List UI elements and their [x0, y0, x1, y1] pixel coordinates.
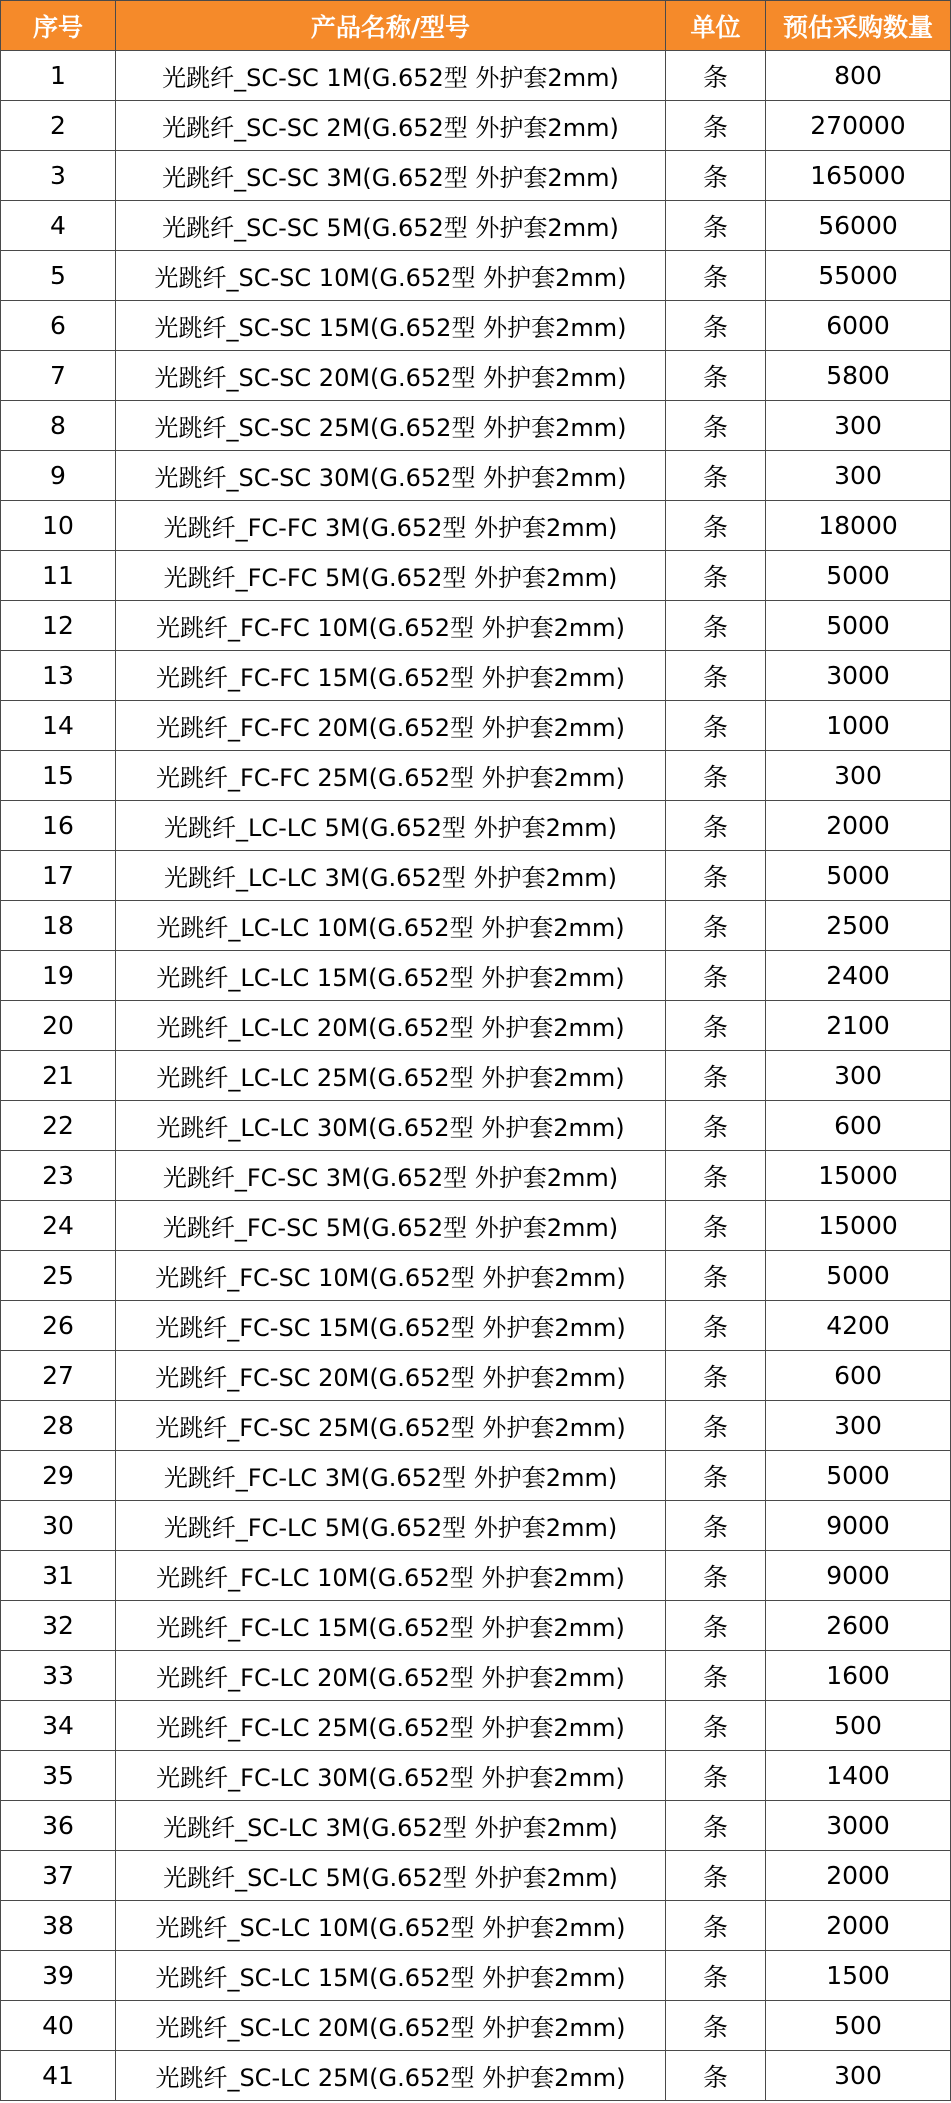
cell-unit: 条 — [666, 1051, 766, 1101]
cell-quantity: 55000 — [766, 251, 951, 301]
cell-index: 4 — [1, 201, 116, 251]
cell-index: 34 — [1, 1701, 116, 1751]
cell-index: 27 — [1, 1351, 116, 1401]
cell-index: 17 — [1, 851, 116, 901]
cell-quantity: 4200 — [766, 1301, 951, 1351]
cell-quantity: 1600 — [766, 1651, 951, 1701]
cell-product-name: 光跳纤_FC-SC 3M(G.652型 外护套2mm) — [116, 1151, 666, 1201]
cell-unit: 条 — [666, 1451, 766, 1501]
table-row — [1, 1201, 951, 1251]
cell-product-name: 光跳纤_LC-LC 30M(G.652型 外护套2mm) — [116, 1101, 666, 1151]
cell-quantity: 800 — [766, 51, 951, 101]
cell-quantity: 1000 — [766, 701, 951, 751]
cell-product-name: 光跳纤_FC-LC 20M(G.652型 外护套2mm) — [116, 1651, 666, 1701]
table-row — [1, 201, 951, 251]
cell-index: 33 — [1, 1651, 116, 1701]
table-body — [1, 51, 951, 2101]
cell-index: 12 — [1, 601, 116, 651]
table-row — [1, 1451, 951, 1501]
table-row — [1, 151, 951, 201]
cell-product-name: 光跳纤_FC-FC 15M(G.652型 外护套2mm) — [116, 651, 666, 701]
header-name: 产品名称/型号 — [116, 1, 666, 51]
cell-unit: 条 — [666, 51, 766, 101]
cell-product-name: 光跳纤_SC-SC 5M(G.652型 外护套2mm) — [116, 201, 666, 251]
table-row — [1, 101, 951, 151]
cell-unit: 条 — [666, 501, 766, 551]
table-row — [1, 1851, 951, 1901]
cell-unit: 条 — [666, 451, 766, 501]
table-row — [1, 1351, 951, 1401]
table-row — [1, 451, 951, 501]
cell-quantity: 2400 — [766, 951, 951, 1001]
cell-index: 1 — [1, 51, 116, 101]
table-row — [1, 1801, 951, 1851]
cell-index: 37 — [1, 1851, 116, 1901]
cell-unit: 条 — [666, 1301, 766, 1351]
table-row — [1, 1701, 951, 1751]
cell-index: 20 — [1, 1001, 116, 1051]
cell-product-name: 光跳纤_FC-SC 10M(G.652型 外护套2mm) — [116, 1251, 666, 1301]
cell-product-name: 光跳纤_SC-LC 25M(G.652型 外护套2mm) — [116, 2051, 666, 2101]
cell-quantity: 300 — [766, 451, 951, 501]
header-index: 序号 — [1, 1, 116, 51]
table-row — [1, 951, 951, 1001]
cell-index: 11 — [1, 551, 116, 601]
cell-product-name: 光跳纤_FC-FC 25M(G.652型 外护套2mm) — [116, 751, 666, 801]
table-row — [1, 401, 951, 451]
cell-product-name: 光跳纤_FC-SC 20M(G.652型 外护套2mm) — [116, 1351, 666, 1401]
table-row — [1, 1951, 951, 2001]
table-row — [1, 51, 951, 101]
table-row — [1, 601, 951, 651]
cell-unit: 条 — [666, 1701, 766, 1751]
table-row — [1, 2051, 951, 2101]
cell-product-name: 光跳纤_LC-LC 25M(G.652型 外护套2mm) — [116, 1051, 666, 1101]
table-row — [1, 251, 951, 301]
cell-product-name: 光跳纤_SC-SC 3M(G.652型 外护套2mm) — [116, 151, 666, 201]
table-row — [1, 1901, 951, 1951]
table-row — [1, 1101, 951, 1151]
table-row — [1, 1051, 951, 1101]
cell-index: 25 — [1, 1251, 116, 1301]
cell-index: 9 — [1, 451, 116, 501]
cell-index: 3 — [1, 151, 116, 201]
table-row — [1, 1251, 951, 1301]
header-quantity: 预估采购数量 — [766, 1, 951, 51]
cell-quantity: 5000 — [766, 551, 951, 601]
cell-index: 41 — [1, 2051, 116, 2101]
cell-quantity: 5800 — [766, 351, 951, 401]
cell-unit: 条 — [666, 2051, 766, 2101]
cell-quantity: 300 — [766, 751, 951, 801]
cell-unit: 条 — [666, 351, 766, 401]
cell-unit: 条 — [666, 1901, 766, 1951]
cell-quantity: 5000 — [766, 1251, 951, 1301]
table-row — [1, 1001, 951, 1051]
cell-quantity: 9000 — [766, 1501, 951, 1551]
cell-quantity: 2100 — [766, 1001, 951, 1051]
table-row — [1, 851, 951, 901]
cell-index: 32 — [1, 1601, 116, 1651]
table-row — [1, 1401, 951, 1451]
cell-index: 7 — [1, 351, 116, 401]
cell-unit: 条 — [666, 1201, 766, 1251]
cell-product-name: 光跳纤_SC-SC 10M(G.652型 外护套2mm) — [116, 251, 666, 301]
cell-unit: 条 — [666, 1001, 766, 1051]
cell-index: 5 — [1, 251, 116, 301]
table-row — [1, 1151, 951, 1201]
cell-index: 28 — [1, 1401, 116, 1451]
table-row — [1, 301, 951, 351]
cell-index: 8 — [1, 401, 116, 451]
cell-unit: 条 — [666, 851, 766, 901]
cell-product-name: 光跳纤_LC-LC 5M(G.652型 外护套2mm) — [116, 801, 666, 851]
cell-quantity: 2600 — [766, 1601, 951, 1651]
cell-product-name: 光跳纤_SC-LC 20M(G.652型 外护套2mm) — [116, 2001, 666, 2051]
cell-index: 35 — [1, 1751, 116, 1801]
cell-quantity: 165000 — [766, 151, 951, 201]
cell-quantity: 3000 — [766, 651, 951, 701]
cell-quantity: 2000 — [766, 1901, 951, 1951]
table-row — [1, 751, 951, 801]
cell-quantity: 18000 — [766, 501, 951, 551]
cell-product-name: 光跳纤_FC-FC 20M(G.652型 外护套2mm) — [116, 701, 666, 751]
cell-unit: 条 — [666, 1951, 766, 2001]
table-row — [1, 1551, 951, 1601]
cell-unit: 条 — [666, 951, 766, 1001]
cell-unit: 条 — [666, 1501, 766, 1551]
cell-index: 10 — [1, 501, 116, 551]
cell-unit: 条 — [666, 1801, 766, 1851]
cell-quantity: 300 — [766, 401, 951, 451]
table-row — [1, 901, 951, 951]
cell-quantity: 300 — [766, 2051, 951, 2101]
table-header — [1, 1, 951, 51]
cell-product-name: 光跳纤_FC-LC 25M(G.652型 外护套2mm) — [116, 1701, 666, 1751]
cell-unit: 条 — [666, 1101, 766, 1151]
cell-quantity: 5000 — [766, 1451, 951, 1501]
cell-index: 29 — [1, 1451, 116, 1501]
cell-product-name: 光跳纤_SC-LC 10M(G.652型 外护套2mm) — [116, 1901, 666, 1951]
cell-quantity: 300 — [766, 1051, 951, 1101]
cell-unit: 条 — [666, 701, 766, 751]
cell-product-name: 光跳纤_FC-LC 5M(G.652型 外护套2mm) — [116, 1501, 666, 1551]
cell-index: 19 — [1, 951, 116, 1001]
cell-unit: 条 — [666, 601, 766, 651]
cell-product-name: 光跳纤_FC-FC 5M(G.652型 外护套2mm) — [116, 551, 666, 601]
table-row — [1, 1301, 951, 1351]
cell-index: 13 — [1, 651, 116, 701]
cell-unit: 条 — [666, 1601, 766, 1651]
cell-quantity: 1500 — [766, 1951, 951, 2001]
cell-product-name: 光跳纤_SC-SC 1M(G.652型 外护套2mm) — [116, 51, 666, 101]
cell-product-name: 光跳纤_SC-SC 15M(G.652型 外护套2mm) — [116, 301, 666, 351]
cell-quantity: 600 — [766, 1351, 951, 1401]
cell-quantity: 2000 — [766, 801, 951, 851]
table-row — [1, 551, 951, 601]
cell-unit: 条 — [666, 301, 766, 351]
cell-product-name: 光跳纤_FC-SC 15M(G.652型 外护套2mm) — [116, 1301, 666, 1351]
cell-product-name: 光跳纤_FC-FC 3M(G.652型 外护套2mm) — [116, 501, 666, 551]
cell-unit: 条 — [666, 2001, 766, 2051]
cell-quantity: 9000 — [766, 1551, 951, 1601]
cell-unit: 条 — [666, 151, 766, 201]
cell-index: 23 — [1, 1151, 116, 1201]
cell-product-name: 光跳纤_SC-SC 2M(G.652型 外护套2mm) — [116, 101, 666, 151]
cell-index: 6 — [1, 301, 116, 351]
cell-unit: 条 — [666, 901, 766, 951]
cell-product-name: 光跳纤_FC-LC 10M(G.652型 外护套2mm) — [116, 1551, 666, 1601]
cell-index: 21 — [1, 1051, 116, 1101]
table-row — [1, 1651, 951, 1701]
cell-product-name: 光跳纤_FC-LC 30M(G.652型 外护套2mm) — [116, 1751, 666, 1801]
cell-quantity: 300 — [766, 1401, 951, 1451]
cell-index: 38 — [1, 1901, 116, 1951]
table-row — [1, 2001, 951, 2051]
cell-quantity: 15000 — [766, 1151, 951, 1201]
cell-quantity: 1400 — [766, 1751, 951, 1801]
cell-unit: 条 — [666, 651, 766, 701]
header-row — [1, 1, 951, 51]
cell-product-name: 光跳纤_LC-LC 10M(G.652型 外护套2mm) — [116, 901, 666, 951]
cell-index: 16 — [1, 801, 116, 851]
cell-product-name: 光跳纤_SC-LC 5M(G.652型 外护套2mm) — [116, 1851, 666, 1901]
cell-unit: 条 — [666, 1651, 766, 1701]
cell-unit: 条 — [666, 1851, 766, 1901]
cell-unit: 条 — [666, 1551, 766, 1601]
cell-product-name: 光跳纤_SC-LC 15M(G.652型 外护套2mm) — [116, 1951, 666, 2001]
cell-product-name: 光跳纤_SC-LC 3M(G.652型 外护套2mm) — [116, 1801, 666, 1851]
cell-index: 31 — [1, 1551, 116, 1601]
cell-quantity: 2500 — [766, 901, 951, 951]
cell-product-name: 光跳纤_FC-SC 25M(G.652型 外护套2mm) — [116, 1401, 666, 1451]
cell-unit: 条 — [666, 201, 766, 251]
cell-product-name: 光跳纤_SC-SC 30M(G.652型 外护套2mm) — [116, 451, 666, 501]
cell-product-name: 光跳纤_SC-SC 20M(G.652型 外护套2mm) — [116, 351, 666, 401]
cell-quantity: 600 — [766, 1101, 951, 1151]
cell-unit: 条 — [666, 1751, 766, 1801]
cell-index: 2 — [1, 101, 116, 151]
cell-index: 24 — [1, 1201, 116, 1251]
table-row — [1, 651, 951, 701]
cell-index: 39 — [1, 1951, 116, 2001]
cell-index: 15 — [1, 751, 116, 801]
cell-product-name: 光跳纤_FC-FC 10M(G.652型 外护套2mm) — [116, 601, 666, 651]
cell-unit: 条 — [666, 801, 766, 851]
cell-quantity: 15000 — [766, 1201, 951, 1251]
cell-quantity: 270000 — [766, 101, 951, 151]
cell-product-name: 光跳纤_LC-LC 3M(G.652型 外护套2mm) — [116, 851, 666, 901]
cell-quantity: 2000 — [766, 1851, 951, 1901]
cell-quantity: 6000 — [766, 301, 951, 351]
cell-quantity: 5000 — [766, 851, 951, 901]
cell-quantity: 500 — [766, 2001, 951, 2051]
cell-product-name: 光跳纤_FC-LC 15M(G.652型 外护套2mm) — [116, 1601, 666, 1651]
cell-unit: 条 — [666, 551, 766, 601]
cell-product-name: 光跳纤_LC-LC 20M(G.652型 外护套2mm) — [116, 1001, 666, 1051]
cell-product-name: 光跳纤_LC-LC 15M(G.652型 外护套2mm) — [116, 951, 666, 1001]
cell-index: 36 — [1, 1801, 116, 1851]
header-unit: 单位 — [666, 1, 766, 51]
table-row — [1, 501, 951, 551]
cell-product-name: 光跳纤_FC-SC 5M(G.652型 外护套2mm) — [116, 1201, 666, 1251]
table-row — [1, 801, 951, 851]
cell-product-name: 光跳纤_SC-SC 25M(G.652型 外护套2mm) — [116, 401, 666, 451]
table-row — [1, 1751, 951, 1801]
cell-unit: 条 — [666, 1151, 766, 1201]
cell-unit: 条 — [666, 751, 766, 801]
table-row — [1, 701, 951, 751]
table-row — [1, 351, 951, 401]
cell-index: 18 — [1, 901, 116, 951]
cell-product-name: 光跳纤_FC-LC 3M(G.652型 外护套2mm) — [116, 1451, 666, 1501]
cell-unit: 条 — [666, 251, 766, 301]
table-row — [1, 1501, 951, 1551]
cell-unit: 条 — [666, 401, 766, 451]
cell-unit: 条 — [666, 101, 766, 151]
cell-unit: 条 — [666, 1401, 766, 1451]
cell-index: 14 — [1, 701, 116, 751]
cell-unit: 条 — [666, 1251, 766, 1301]
table-row — [1, 1601, 951, 1651]
cell-unit: 条 — [666, 1351, 766, 1401]
cell-quantity: 5000 — [766, 601, 951, 651]
cell-index: 22 — [1, 1101, 116, 1151]
cell-quantity: 500 — [766, 1701, 951, 1751]
cell-index: 30 — [1, 1501, 116, 1551]
cell-quantity: 3000 — [766, 1801, 951, 1851]
cell-index: 40 — [1, 2001, 116, 2051]
cell-index: 26 — [1, 1301, 116, 1351]
cell-quantity: 56000 — [766, 201, 951, 251]
